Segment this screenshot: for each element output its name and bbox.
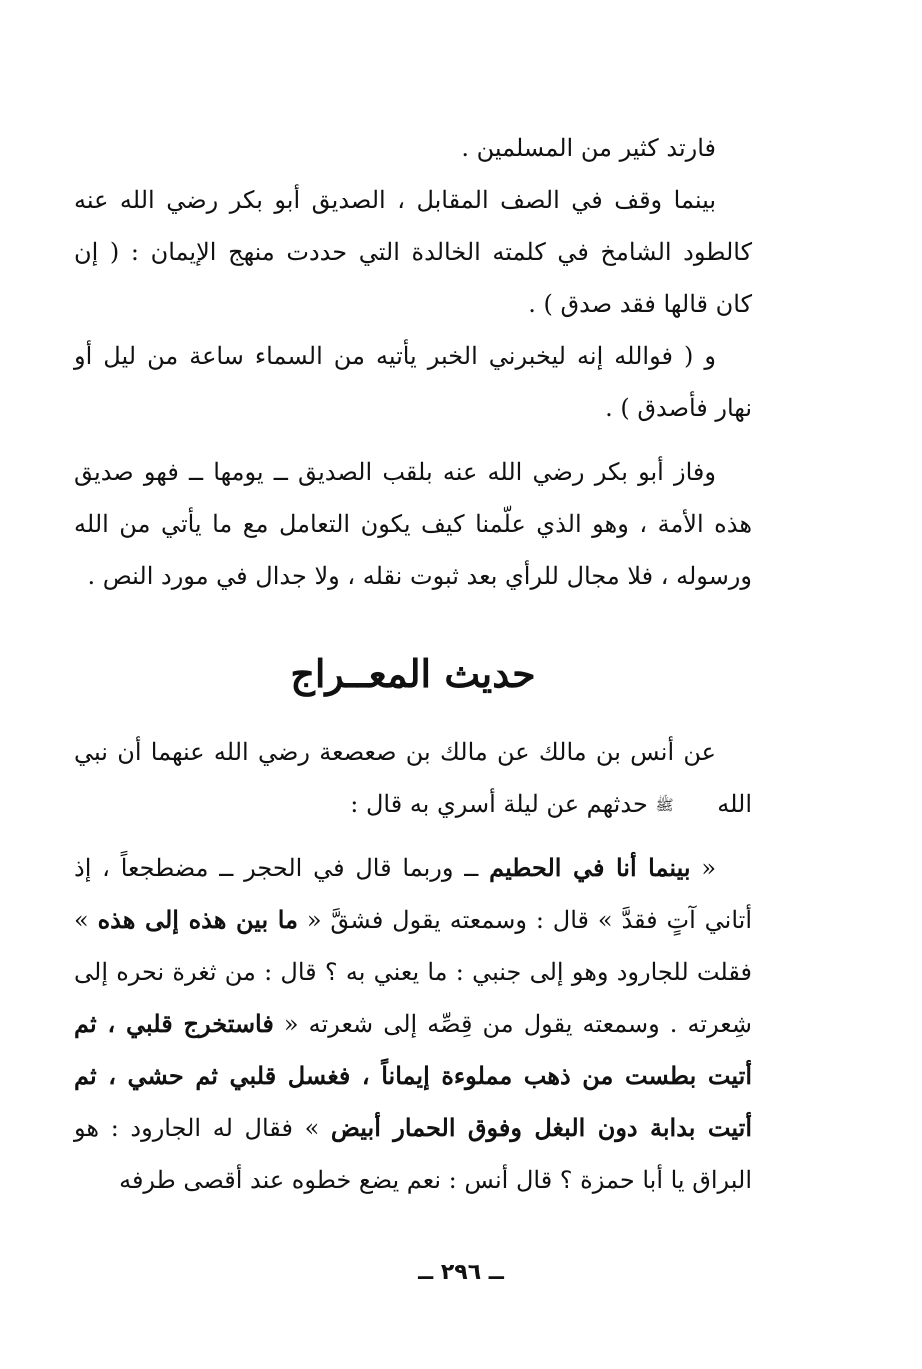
honorific-symbol: ﷺ — [655, 796, 674, 814]
paragraph-abu-bakr-quote: و ( فوالله إنه ليخبرني الخبر يأتيه من السماء ساعة من ليل أو نهار فأصدق ) . — [74, 342, 752, 422]
spacer — [74, 602, 752, 644]
section-heading: حديث المعــراج — [290, 651, 536, 696]
hadith-bold-phrase-3: فاستخرج قلبي ، ثم أتيت بطست من ذهب مملوءة إيماناً ، فغسل قلبي ثم حشي ، ثم أتيت بدابة دون البغل وفوق الحمار أبيض — [74, 1009, 752, 1142]
isnad-text-end: حدثهم عن ليلة أسري به قال : — [350, 790, 648, 818]
hadith-bold-phrase-1: بينما أنا في الحطيم — [489, 853, 691, 882]
hadith-narration-2: » فقلت للجارود وهو إلى جنبي : ما يعني به ؟ قال : من ثغرة نحره إلى شِعرته . وسمعته يقول من قِصِّه إلى شعرته « — [74, 906, 752, 1038]
hadith-bold-phrase-2: ما بين هذه إلى هذه — [97, 905, 298, 934]
paragraph-siddiq-title: وفاز أبو بكر رضي الله عنه بلقب الصديق ــ يومها ــ فهو صديق هذه الأمة ، وهو الذي علّمنا كيف يكون التعامل مع ما يأتي من الله ورسوله ، فلا مجال للرأي بعد ثبوت نقله ، ولا جدال في مورد النص . — [74, 458, 752, 590]
paragraph-apostasy: فارتد كثير من المسلمين . — [461, 134, 716, 162]
page-number: ــ ٢٩٦ ــ — [418, 1260, 504, 1285]
spacer — [74, 830, 752, 842]
isnad-text-start: عن أنس بن مالك عن مالك بن صعصعة رضي الله عنهما أن نبي الله — [74, 738, 752, 818]
paragraph-abu-bakr-stance: بينما وقف في الصف المقابل ، الصديق أبو بكر رضي الله عنه كالطود الشامخ في كلمته الخالدة التي حددت منهج الإيمان : ( إن كان قالها فقد صدق ) . — [74, 186, 753, 318]
spacer — [74, 704, 752, 726]
hadith-open-quote: « — [690, 854, 717, 882]
paragraph-hadith-isnad — [74, 726, 752, 830]
page-body — [74, 122, 752, 1206]
hadith-narration-3: » فقال له الجارود : هو البراق يا أبا حمزة ؟ قال أنس : نعم يضع خطوه عند أقصى طرفه — [74, 1114, 752, 1194]
hadith-narration-1: ــ وربما قال في الحجر ــ مضطجعاً ، إذ أتاني آتٍ فقدَّ » قال : وسمعته يقول فشقَّ « — [74, 854, 753, 934]
spacer — [74, 434, 752, 446]
paragraph-hadith-text — [74, 842, 752, 1206]
